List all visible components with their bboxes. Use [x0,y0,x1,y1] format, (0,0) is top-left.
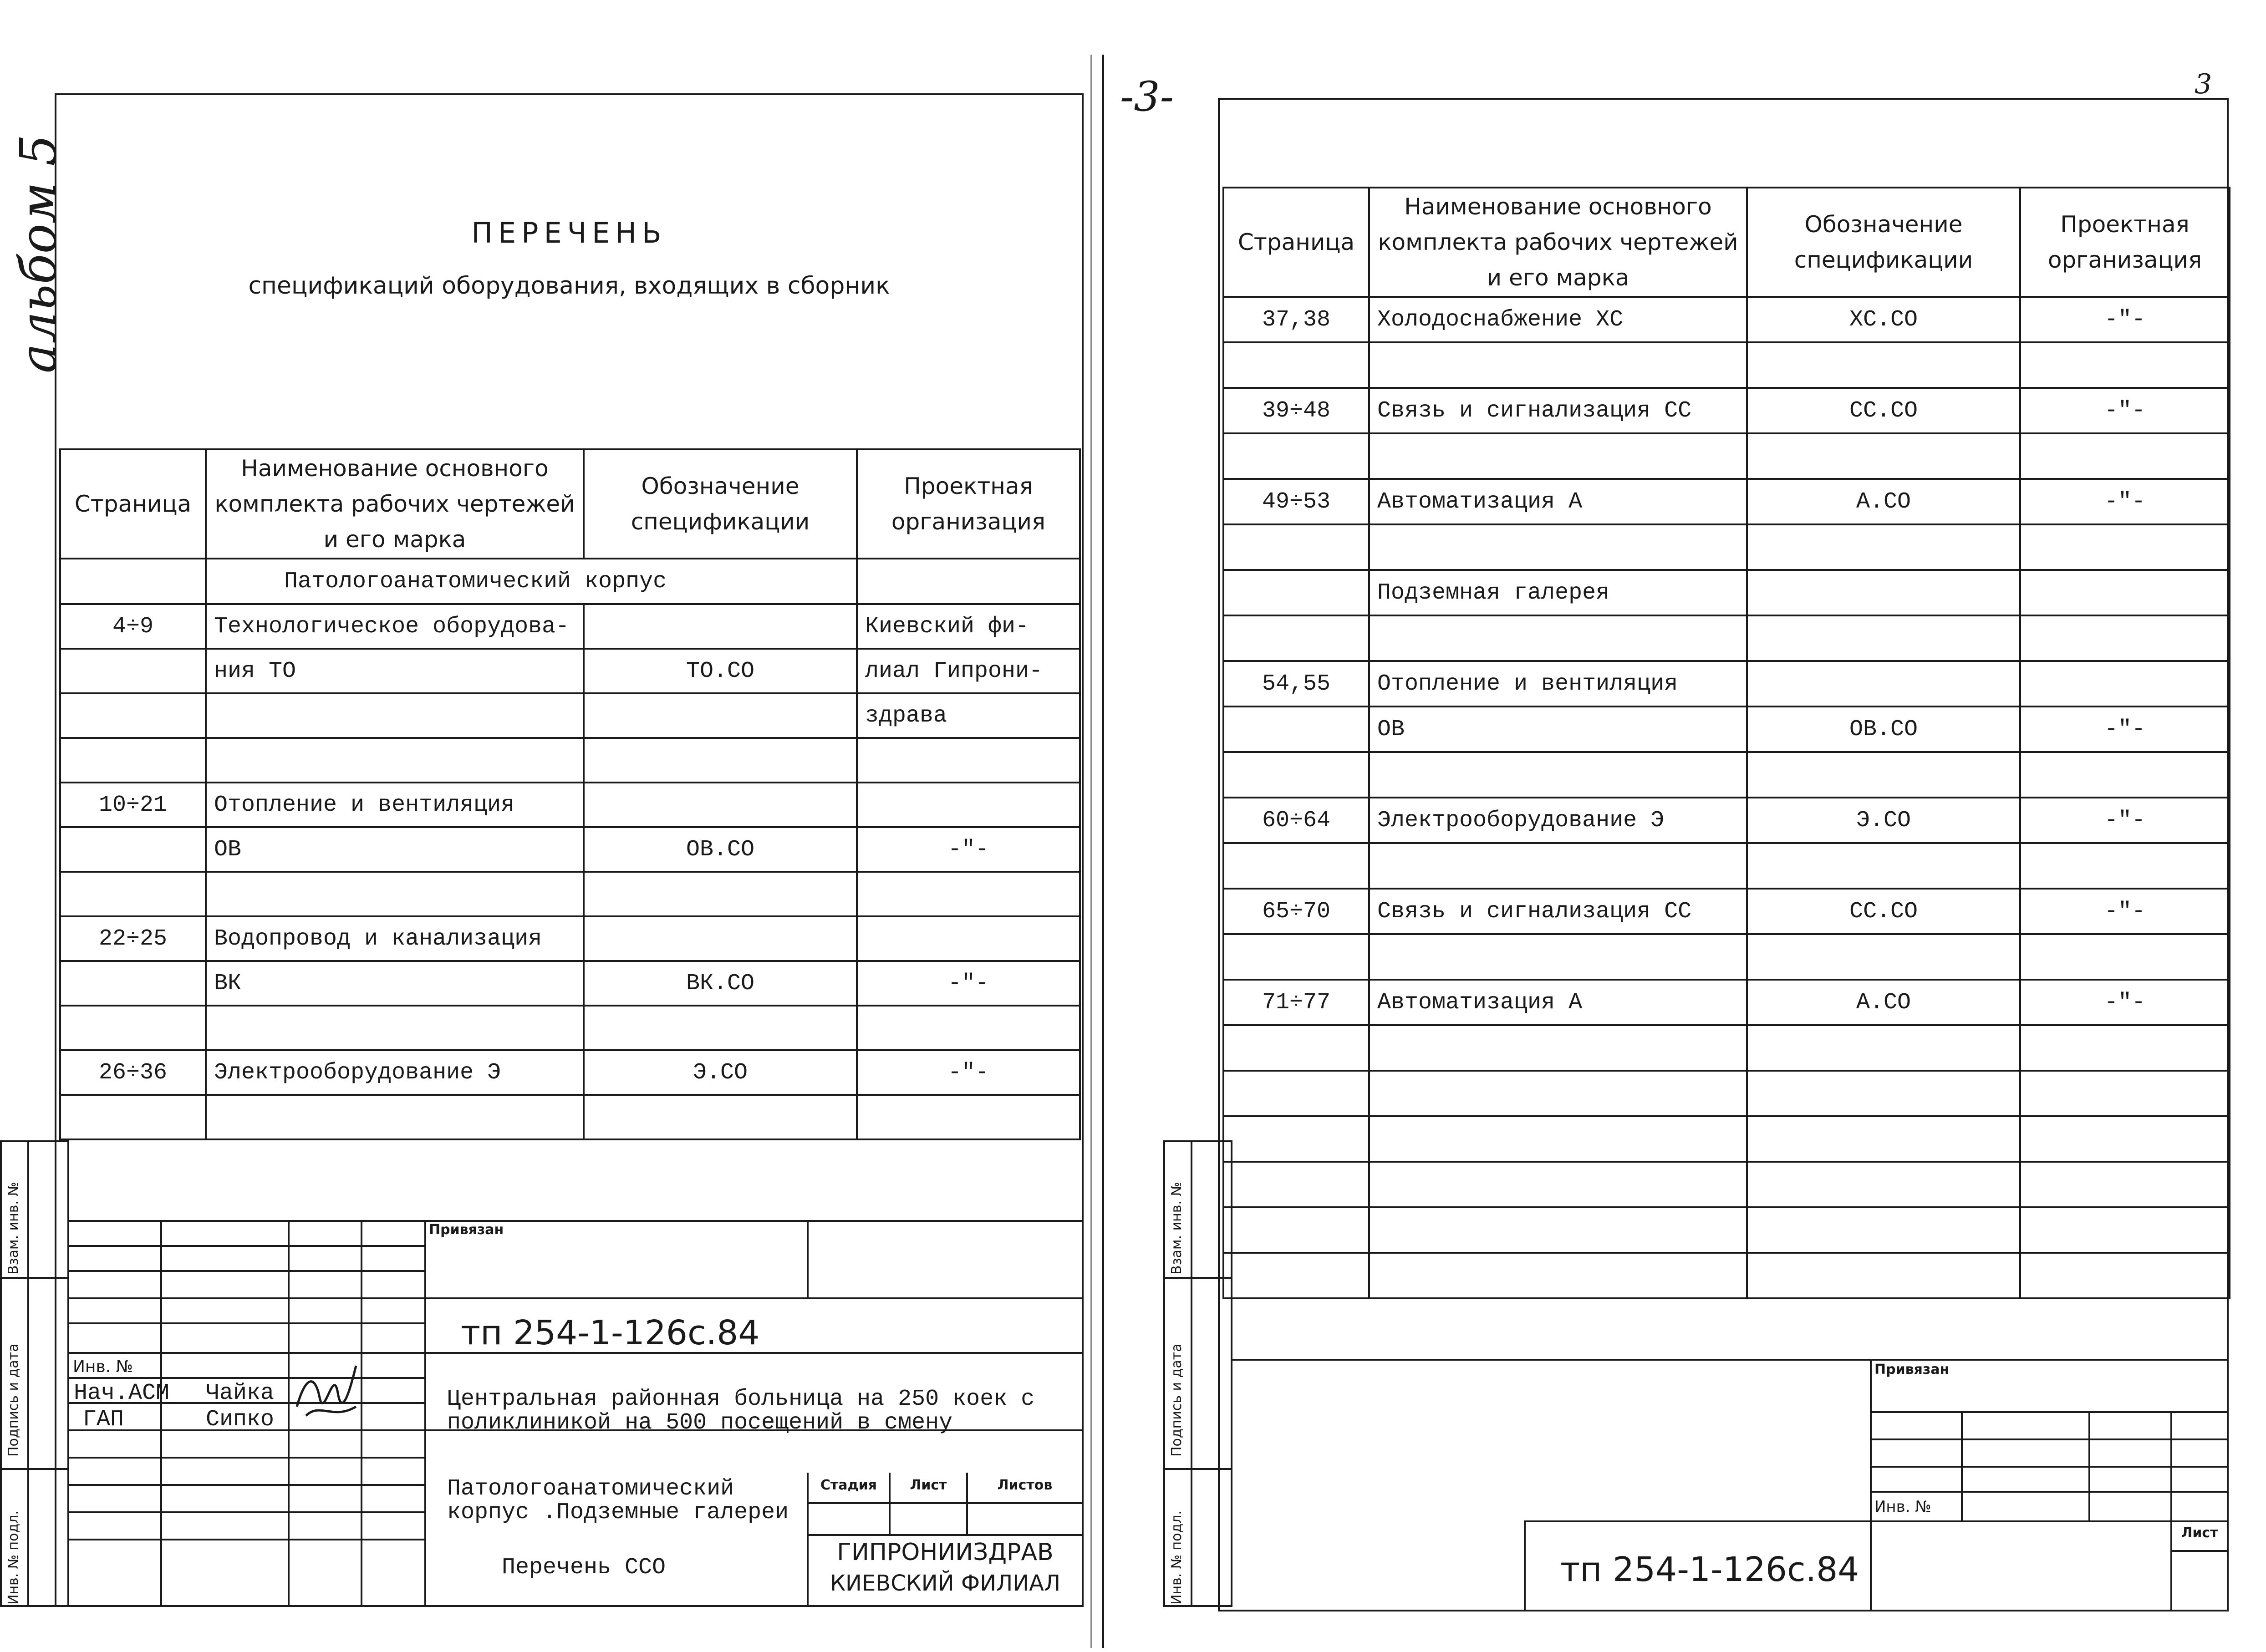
cell-name: ВК [206,961,584,1006]
cell-org [2020,1116,2230,1162]
cell-code [1747,615,2020,661]
cell-page [1223,1025,1369,1071]
cell-org: -"- [2020,388,2230,433]
side-label-podpis: Подпись и дата [5,1343,21,1457]
cell-name [206,1095,584,1139]
table-row [1223,798,2230,843]
document-subtitle: спецификаций оборудования, входящих в сборник [248,272,890,300]
cell-page [1223,1162,1369,1207]
cell-code [1747,934,2020,980]
cell-code [1747,1025,2020,1071]
side-label-podpis: Подпись и дата [1169,1343,1185,1457]
cell-org: -"- [857,1050,1080,1095]
cell-page: 71÷77 [1223,980,1369,1025]
table-row [60,693,1080,738]
cell-page: 22÷25 [60,916,206,961]
cell-name [1369,342,1747,388]
cell-code [1747,1071,2020,1116]
cell-page [60,738,206,783]
org-line-2: КИЕВСКИЙ ФИЛИАЛ [830,1571,1061,1596]
cell-page [1223,934,1369,980]
cell-code [1747,752,2020,798]
left-spec-table [59,448,1081,1140]
cell-org [2020,934,2230,980]
cell-code: СС.СО [1747,889,2020,934]
cell-name [1369,1162,1747,1207]
side-divider [0,1468,69,1470]
table-row [1223,889,2230,934]
cell-page [1223,433,1369,479]
cell-org [2020,570,2230,615]
header-page: Страница [60,449,206,559]
header-name: Наименование основного комплекта рабочих чертежей и его марка [206,449,584,559]
cell-org [2020,661,2230,707]
cell-org [2020,1207,2230,1253]
cell-code: СС.СО [1747,388,2020,433]
side-label-vzam: Взам. инв. № [5,1182,21,1275]
cell-org [2020,1253,2230,1298]
center-page-number: -3- [1120,73,1174,121]
cell-name [1369,843,1747,889]
org-line-1: ГИПРОНИИЗДРАВ [837,1539,1054,1566]
cell-name: Связь и сигнализация СС [1369,388,1747,433]
center-fold-line-2 [1090,55,1092,1648]
table-row [1223,297,2230,342]
cell-name: Электрооборудование Э [1369,798,1747,843]
center-fold-line [1102,55,1104,1648]
table-row [1223,1071,2230,1116]
cell-code [1747,342,2020,388]
cell-org [2020,1162,2230,1207]
cell-code [584,693,857,738]
header-page: Страница [1223,188,1369,297]
cell-page [1223,570,1369,615]
cell-page [1223,843,1369,889]
cell-org [2020,615,2230,661]
table-row [1223,752,2230,798]
margin-note: альбом 5 [9,134,67,373]
cell-code [584,783,857,827]
table-row [1223,524,2230,570]
table-row [60,783,1080,827]
cell-name [1369,1253,1747,1298]
cell-page: 4÷9 [60,604,206,649]
cell-org [857,872,1080,916]
cell-page [60,693,206,738]
signature-icon [292,1357,361,1425]
cell-name: Связь и сигнализация СС [1369,889,1747,934]
cell-name: Холодоснабжение ХС [1369,297,1747,342]
cell-org [857,916,1080,961]
cell-page [1223,342,1369,388]
cell-org: Киевский фи- [857,604,1080,649]
table-row [1223,661,2230,707]
section-title: Патологоанатомический корпус [206,559,857,604]
table-row [1223,980,2230,1025]
cell-org: -"- [857,961,1080,1006]
cell-name: ОВ [206,827,584,872]
side-divider [1191,1140,1192,1607]
cell-org: -"- [2020,297,2230,342]
section-row [60,559,1080,604]
table-row [1223,433,2230,479]
cell-org [857,1006,1080,1050]
header-name: Наименование основного комплекта рабочих чертежей и его марка [1369,188,1747,297]
cell-name: Водопровод и канализация [206,916,584,961]
table-row [60,1006,1080,1050]
table-row [1223,342,2230,388]
cell-code [584,1006,857,1050]
table-row [60,649,1080,693]
cell-code [1747,570,2020,615]
cell-code [1747,433,2020,479]
cell-name [1369,1207,1747,1253]
cell-org [857,1095,1080,1139]
staff-role-1: Нач.АСМ [74,1380,170,1406]
table-row [1223,1253,2230,1298]
cell-name [206,738,584,783]
cell-name [206,1006,584,1050]
table-row [1223,570,2230,615]
cell-name: Отопление и вентиляция [206,783,584,827]
cell-name: Автоматизация А [1369,479,1747,524]
project-name: Центральная районная больница на 250 коек с поликлиникой на 500 посещений в смену [447,1386,1035,1436]
table-row [1223,479,2230,524]
header-org: Проектная организация [857,449,1080,559]
document-title: ПЕРЕЧЕНЬ [471,216,667,249]
cell-org [2020,1025,2230,1071]
cell-name: Отопление и вентиляция [1369,661,1747,707]
cell-page [1223,1116,1369,1162]
table-row [1223,707,2230,752]
cell-name: ОВ [1369,707,1747,752]
cell-org: -"- [2020,980,2230,1025]
staff-role-2: ГАП [83,1407,124,1433]
cell-page: 37,38 [1223,297,1369,342]
cell-page [60,1006,206,1050]
cell-org: -"- [857,827,1080,872]
cell-org: лиал Гипрони- [857,649,1080,693]
cell-page [1223,707,1369,752]
cell-code: А.СО [1747,980,2020,1025]
header-code: Обозначение спецификации [1747,188,2020,297]
cell-org [2020,342,2230,388]
cell-org: -"- [2020,707,2230,752]
cell-page: 26÷36 [60,1050,206,1095]
cell-code [1747,524,2020,570]
right-title-block [1232,1359,2229,1611]
cell-org: здрава [857,693,1080,738]
cell-name [1369,524,1747,570]
table-row [60,604,1080,649]
cell-code [584,916,857,961]
cell-code [1747,843,2020,889]
stage-label: Стадия [820,1477,877,1493]
table-row [60,961,1080,1006]
sheet-name: Перечень ССО [502,1555,666,1581]
cell-page [1223,524,1369,570]
cell-page: 65÷70 [1223,889,1369,934]
cell-page: 39÷48 [1223,388,1369,433]
cell-code: ВК.СО [584,961,857,1006]
cell-org [2020,433,2230,479]
staff-name-1: Чайка [206,1380,275,1406]
sheet-label: Лист [910,1477,947,1493]
cell-org [857,738,1080,783]
cell-code: ХС.СО [1747,297,2020,342]
cell-org [2020,1071,2230,1116]
inv-no-label: Инв. № [1874,1498,1931,1516]
side-label-inv: Инв. № подл. [5,1510,21,1605]
table-row [60,1095,1080,1139]
cell-org: -"- [2020,889,2230,934]
cell-org: -"- [2020,479,2230,524]
staff-name-2: Сипко [206,1407,275,1433]
cell-name: Технологическое оборудова- [206,604,584,649]
cell-name [1369,752,1747,798]
object-name: Патологоанатомический корпус .Подземные галереи [447,1476,789,1525]
cell-org: -"- [2020,798,2230,843]
cell-page [1223,1207,1369,1253]
table-header-row [1223,188,2230,297]
cell-code: ТО.СО [584,649,857,693]
cell-name [1369,1116,1747,1162]
cell-page [60,872,206,916]
cell-page [1223,1253,1369,1298]
table-row [1223,1116,2230,1162]
table-row [60,827,1080,872]
table-row [1223,843,2230,889]
right-spec-table [1222,187,2230,1299]
header-code: Обозначение спецификации [584,449,857,559]
table-row [60,1050,1080,1095]
table-row [1223,1207,2230,1253]
cell-code [1747,1116,2020,1162]
cell-code: Э.СО [1747,798,2020,843]
header-org: Проектная организация [2020,188,2230,297]
cell-page: 60÷64 [1223,798,1369,843]
side-divider [0,1277,69,1279]
cell-code [1747,1253,2020,1298]
cell-name: Электрооборудование Э [206,1050,584,1095]
sheets-label: Листов [997,1477,1053,1493]
inv-no-label: Инв. № [73,1357,133,1376]
cell-name: ния ТО [206,649,584,693]
cell-page [1223,1071,1369,1116]
table-row [1223,934,2230,980]
cell-code [1747,661,2020,707]
side-divider [1163,1468,1232,1470]
cell-org [2020,843,2230,889]
side-divider [27,1140,29,1607]
cell-code [584,1095,857,1139]
cell-page: 54,55 [1223,661,1369,707]
privyazan-label: Привязан [429,1222,504,1238]
cell-code: ОВ.СО [1747,707,2020,752]
table-row [60,738,1080,783]
cell-code [584,604,857,649]
cell-code [1747,1207,2020,1253]
corner-page-number: 3 [2195,68,2212,100]
cell-code: Э.СО [584,1050,857,1095]
cell-org [2020,752,2230,798]
cell-page [60,1095,206,1139]
side-label-inv: Инв. № подл. [1169,1510,1185,1605]
cell-page [60,961,206,1006]
cell-name: Автоматизация А [1369,980,1747,1025]
table-row [1223,1025,2230,1071]
doc-code: тп 254-1-126с.84 [1560,1550,1859,1589]
cell-code [584,872,857,916]
cell-name [206,693,584,738]
cell-org [2020,524,2230,570]
cell-code: ОВ.СО [584,827,857,872]
cell-code [584,738,857,783]
cell-name [1369,934,1747,980]
cell-code [1747,1162,2020,1207]
cell-page [1223,752,1369,798]
sheet-label: Лист [2181,1525,2218,1541]
table-row [60,872,1080,916]
cell-page [60,827,206,872]
cell-org [857,783,1080,827]
cell-name [1369,615,1747,661]
cell-page: 49÷53 [1223,479,1369,524]
doc-code: тп 254-1-126с.84 [461,1313,760,1352]
side-label-vzam: Взам. инв. № [1169,1182,1185,1275]
cell-name [1369,1071,1747,1116]
cell-name: Подземная галерея [1369,570,1747,615]
cell-page [60,649,206,693]
table-row [1223,615,2230,661]
cell-page: 10÷21 [60,783,206,827]
table-header-row [60,449,1080,559]
cell-page [1223,615,1369,661]
left-title-block [69,1220,1084,1607]
cell-name [1369,1025,1747,1071]
table-row [1223,388,2230,433]
cell-name [1369,433,1747,479]
cell-name [206,872,584,916]
table-row [60,916,1080,961]
side-divider [1163,1277,1232,1279]
table-row [1223,1162,2230,1207]
cell-code: А.СО [1747,479,2020,524]
privyazan-label: Привязан [1874,1362,1950,1378]
